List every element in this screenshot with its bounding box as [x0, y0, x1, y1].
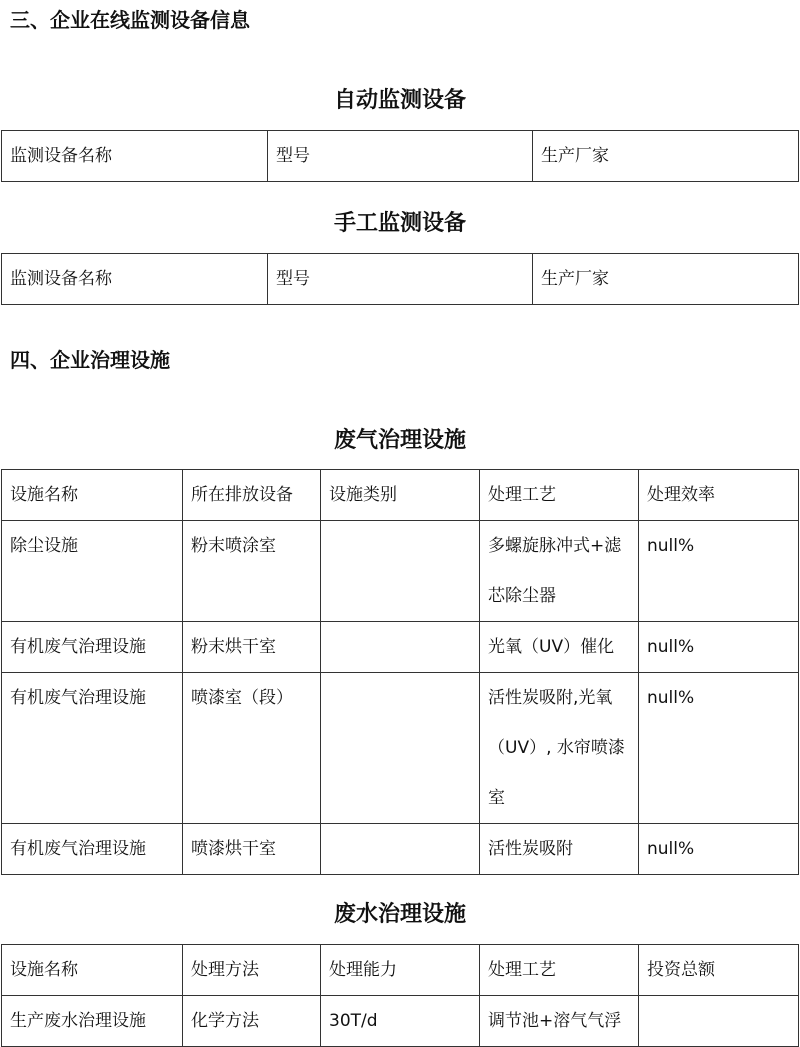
header-cell: 投资总额 — [639, 945, 799, 996]
manual-monitor-table — [1, 253, 799, 305]
table-cell: null% — [639, 673, 799, 824]
table-cell: 活性炭吸附,光氧（UV）, 水帘喷漆室 — [480, 673, 639, 824]
table-cell — [639, 996, 799, 1047]
table-row — [2, 521, 799, 622]
table-cell: 活性炭吸附 — [480, 824, 639, 875]
table-cell: 粉末喷涂室 — [183, 521, 321, 622]
header-cell: 处理效率 — [639, 470, 799, 521]
table-cell — [321, 622, 480, 673]
auto-monitor-title: 自动监测设备 — [333, 88, 466, 113]
table-cell: 除尘设施 — [2, 521, 183, 622]
table-cell: 多螺旋脉冲式+滤芯除尘器 — [480, 521, 639, 622]
table-row — [2, 622, 799, 673]
table-header-row — [2, 254, 799, 305]
table-cell: null% — [639, 622, 799, 673]
table-cell: 喷漆室（段） — [183, 673, 321, 824]
table-cell: 光氧（UV）催化 — [480, 622, 639, 673]
table-cell: 有机废气治理设施 — [2, 622, 183, 673]
table-cell: 生产废水治理设施 — [2, 996, 183, 1047]
water-treatment-title: 废水治理设施 — [333, 902, 466, 927]
header-cell: 处理工艺 — [480, 945, 639, 996]
header-cell: 处理能力 — [321, 945, 480, 996]
header-cell: 所在排放设备 — [183, 470, 321, 521]
table-cell: 化学方法 — [183, 996, 321, 1047]
header-cell: 生产厂家 — [533, 131, 799, 182]
table-cell: null% — [639, 824, 799, 875]
manual-monitor-title: 手工监测设备 — [333, 211, 466, 236]
gas-treatment-title: 废气治理设施 — [333, 428, 466, 453]
header-cell: 设施名称 — [2, 470, 183, 521]
table-cell — [321, 673, 480, 824]
table-header-row — [2, 470, 799, 521]
table-row — [2, 996, 799, 1047]
table-cell — [321, 521, 480, 622]
table-cell: null% — [639, 521, 799, 622]
table-cell: 调节池+溶气气浮 — [480, 996, 639, 1047]
auto-monitor-table — [1, 130, 799, 182]
table-row — [2, 673, 799, 824]
table-cell — [321, 824, 480, 875]
water-treatment-table — [1, 944, 799, 1047]
section-title-monitoring: 三、企业在线监测设备信息 — [10, 8, 250, 32]
table-cell: 有机废气治理设施 — [2, 673, 183, 824]
table-header-row — [2, 131, 799, 182]
header-cell: 设施类别 — [321, 470, 480, 521]
header-cell: 监测设备名称 — [2, 254, 268, 305]
gas-treatment-table — [1, 469, 799, 875]
header-cell: 型号 — [268, 254, 533, 305]
table-cell: 粉末烘干室 — [183, 622, 321, 673]
header-cell: 处理方法 — [183, 945, 321, 996]
table-cell: 有机废气治理设施 — [2, 824, 183, 875]
table-row — [2, 824, 799, 875]
section-title-treatment: 四、企业治理设施 — [10, 348, 170, 372]
header-cell: 处理工艺 — [480, 470, 639, 521]
header-cell: 型号 — [268, 131, 533, 182]
table-header-row — [2, 945, 799, 996]
header-cell: 生产厂家 — [533, 254, 799, 305]
table-cell: 喷漆烘干室 — [183, 824, 321, 875]
table-cell: 30T/d — [321, 996, 480, 1047]
header-cell: 设施名称 — [2, 945, 183, 996]
header-cell: 监测设备名称 — [2, 131, 268, 182]
